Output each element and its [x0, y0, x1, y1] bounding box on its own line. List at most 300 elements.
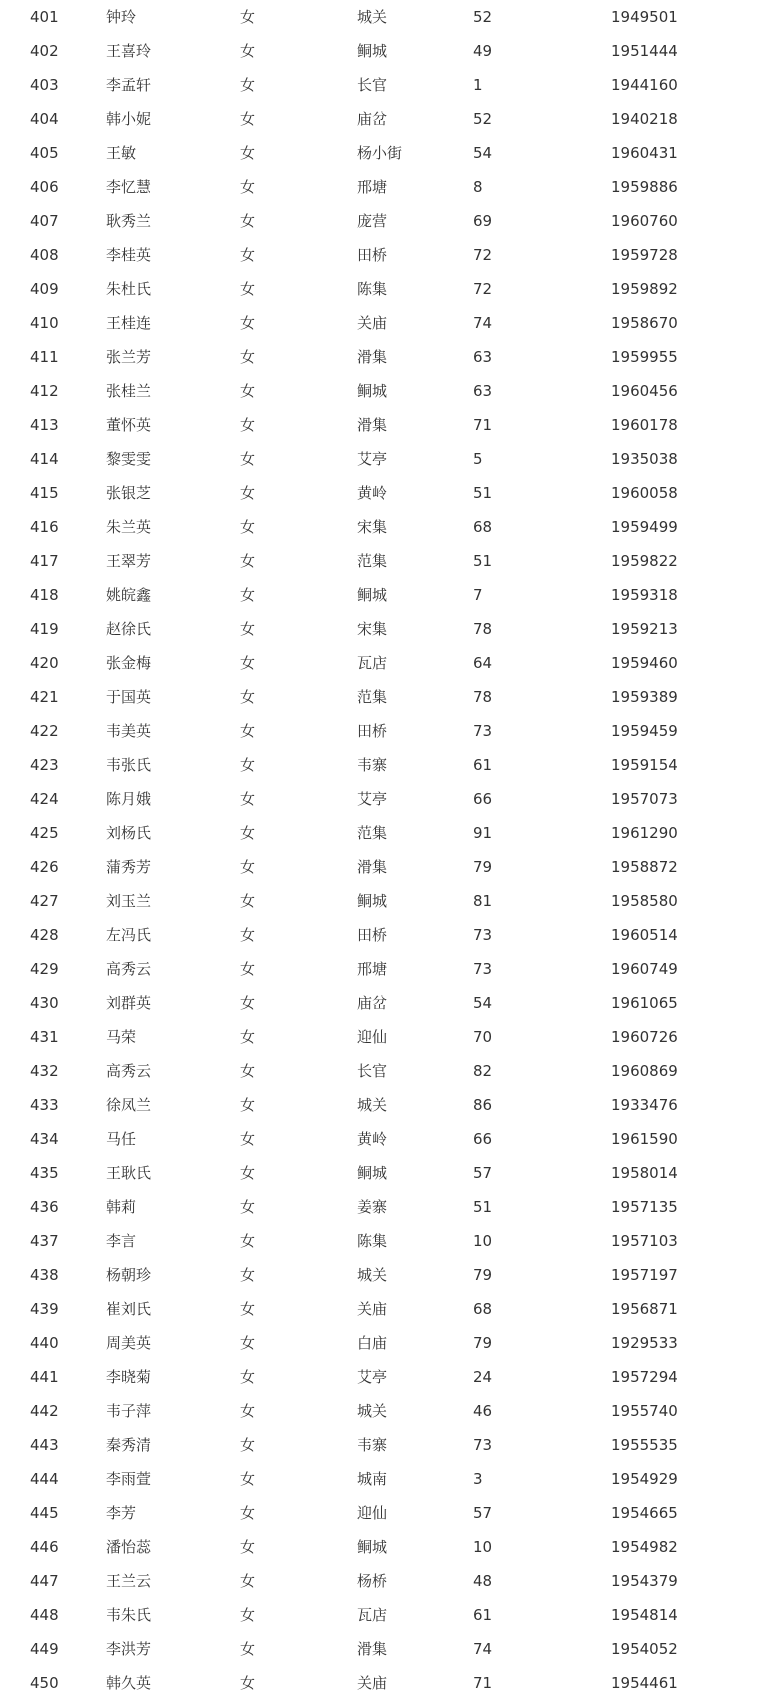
cell-gender: 女: [240, 586, 256, 604]
cell-serial-number: 405: [30, 144, 59, 162]
cell-serial-number: 442: [30, 1402, 59, 1420]
cell-id-number: 1940218: [611, 110, 678, 128]
table-row: [0, 782, 759, 816]
cell-name: 张金梅: [106, 654, 152, 672]
table-row: [0, 1326, 759, 1360]
cell-age: 52: [473, 8, 493, 26]
cell-id-number: 1959886: [611, 178, 678, 196]
cell-town: 艾亭: [357, 790, 388, 808]
row-margin: [0, 1496, 30, 1530]
cell-age: 74: [473, 1640, 493, 1658]
cell-serial-number: 401: [30, 8, 59, 26]
cell-town: 瓦店: [357, 654, 388, 672]
cell-id-number: 1960749: [611, 960, 678, 978]
row-margin: [0, 884, 30, 918]
cell-gender: 女: [240, 858, 256, 876]
cell-age: 46: [473, 1402, 493, 1420]
cell-gender: 女: [240, 280, 256, 298]
row-margin: [0, 1088, 30, 1122]
table-row: [0, 1054, 759, 1088]
cell-gender: 女: [240, 722, 256, 740]
cell-name: 秦秀清: [106, 1436, 152, 1454]
row-margin: [0, 34, 30, 68]
row-margin: [0, 1054, 30, 1088]
cell-serial-number: 414: [30, 450, 59, 468]
cell-id-number: 1954461: [611, 1674, 678, 1692]
row-margin: [0, 578, 30, 612]
cell-serial-number: 430: [30, 994, 59, 1012]
cell-age: 57: [473, 1164, 493, 1182]
cell-age: 73: [473, 1436, 493, 1454]
cell-id-number: 1954379: [611, 1572, 678, 1590]
cell-serial-number: 449: [30, 1640, 59, 1658]
cell-town: 范集: [357, 824, 388, 842]
row-margin: [0, 612, 30, 646]
cell-serial-number: 428: [30, 926, 59, 944]
cell-age: 70: [473, 1028, 493, 1046]
cell-id-number: 1958872: [611, 858, 678, 876]
cell-serial-number: 403: [30, 76, 59, 94]
cell-name: 董怀英: [106, 416, 152, 434]
cell-age: 51: [473, 552, 493, 570]
table-row: [0, 1224, 759, 1258]
cell-serial-number: 440: [30, 1334, 59, 1352]
row-margin: [0, 748, 30, 782]
row-margin: [0, 918, 30, 952]
table-row: [0, 986, 759, 1020]
cell-town: 迎仙: [357, 1504, 388, 1522]
cell-gender: 女: [240, 1198, 256, 1216]
cell-town: 城南: [357, 1470, 388, 1488]
cell-serial-number: 444: [30, 1470, 59, 1488]
cell-gender: 女: [240, 790, 256, 808]
cell-gender: 女: [240, 654, 256, 672]
cell-gender: 女: [240, 8, 256, 26]
row-margin: [0, 680, 30, 714]
row-margin: [0, 1564, 30, 1598]
cell-serial-number: 435: [30, 1164, 59, 1182]
cell-town: 城关: [357, 1402, 388, 1420]
cell-id-number: 1959213: [611, 620, 678, 638]
cell-town: 瓦店: [357, 1606, 388, 1624]
cell-name: 李桂英: [106, 246, 152, 264]
cell-age: 82: [473, 1062, 493, 1080]
table-row: [0, 340, 759, 374]
cell-age: 10: [473, 1232, 493, 1250]
cell-age: 68: [473, 1300, 493, 1318]
cell-town: 长官: [357, 76, 388, 94]
table-row: [0, 1088, 759, 1122]
table-row: [0, 748, 759, 782]
cell-town: 鲖城: [357, 1164, 388, 1182]
table-row: [0, 1394, 759, 1428]
cell-serial-number: 422: [30, 722, 59, 740]
cell-serial-number: 419: [30, 620, 59, 638]
cell-age: 7: [473, 586, 483, 604]
cell-age: 73: [473, 926, 493, 944]
cell-gender: 女: [240, 1504, 256, 1522]
cell-id-number: 1954814: [611, 1606, 678, 1624]
table-row: [0, 1156, 759, 1190]
cell-gender: 女: [240, 1130, 256, 1148]
cell-town: 鲖城: [357, 892, 388, 910]
cell-id-number: 1959154: [611, 756, 678, 774]
cell-gender: 女: [240, 1606, 256, 1624]
table-row: [0, 1122, 759, 1156]
cell-age: 51: [473, 484, 493, 502]
table-row: [0, 714, 759, 748]
cell-id-number: 1961290: [611, 824, 678, 842]
cell-serial-number: 431: [30, 1028, 59, 1046]
cell-name: 杨朝珍: [106, 1266, 152, 1284]
cell-serial-number: 445: [30, 1504, 59, 1522]
cell-name: 张桂兰: [106, 382, 152, 400]
cell-serial-number: 426: [30, 858, 59, 876]
row-margin: [0, 714, 30, 748]
cell-town: 艾亭: [357, 450, 388, 468]
cell-name: 李芳: [106, 1504, 137, 1522]
cell-serial-number: 429: [30, 960, 59, 978]
cell-town: 杨桥: [357, 1572, 388, 1590]
cell-name: 于国英: [106, 688, 152, 706]
cell-age: 81: [473, 892, 493, 910]
cell-serial-number: 434: [30, 1130, 59, 1148]
table-row: [0, 68, 759, 102]
cell-age: 79: [473, 1266, 493, 1284]
cell-id-number: 1955740: [611, 1402, 678, 1420]
table-row: [0, 1360, 759, 1394]
cell-name: 赵徐氏: [106, 620, 152, 638]
cell-id-number: 1959318: [611, 586, 678, 604]
row-margin: [0, 1394, 30, 1428]
cell-name: 左冯氏: [106, 926, 152, 944]
cell-name: 李言: [106, 1232, 137, 1250]
table-row: [0, 306, 759, 340]
cell-age: 68: [473, 518, 493, 536]
cell-gender: 女: [240, 42, 256, 60]
cell-age: 66: [473, 1130, 493, 1148]
cell-gender: 女: [240, 1164, 256, 1182]
table-row: [0, 612, 759, 646]
cell-name: 王喜玲: [106, 42, 152, 60]
cell-age: 78: [473, 620, 493, 638]
cell-age: 79: [473, 1334, 493, 1352]
cell-town: 陈集: [357, 1232, 388, 1250]
cell-gender: 女: [240, 1232, 256, 1250]
row-margin: [0, 1258, 30, 1292]
cell-serial-number: 433: [30, 1096, 59, 1114]
cell-age: 54: [473, 144, 493, 162]
cell-town: 庙岔: [357, 994, 388, 1012]
cell-town: 滑集: [357, 348, 388, 366]
table-row: [0, 1598, 759, 1632]
cell-gender: 女: [240, 76, 256, 94]
cell-town: 长官: [357, 1062, 388, 1080]
cell-id-number: 1960726: [611, 1028, 678, 1046]
cell-serial-number: 450: [30, 1674, 59, 1692]
cell-name: 李雨萱: [106, 1470, 152, 1488]
row-margin: [0, 238, 30, 272]
cell-serial-number: 408: [30, 246, 59, 264]
cell-town: 迎仙: [357, 1028, 388, 1046]
cell-serial-number: 443: [30, 1436, 59, 1454]
cell-name: 韦张氏: [106, 756, 152, 774]
row-margin: [0, 1190, 30, 1224]
row-margin: [0, 374, 30, 408]
cell-town: 范集: [357, 688, 388, 706]
cell-age: 3: [473, 1470, 483, 1488]
cell-town: 滑集: [357, 416, 388, 434]
cell-gender: 女: [240, 1470, 256, 1488]
row-margin: [0, 816, 30, 850]
cell-id-number: 1957197: [611, 1266, 678, 1284]
cell-name: 陈月娥: [106, 790, 152, 808]
table-row: [0, 1428, 759, 1462]
cell-name: 王桂连: [106, 314, 152, 332]
cell-name: 高秀云: [106, 960, 152, 978]
cell-name: 崔刘氏: [106, 1300, 152, 1318]
cell-town: 关庙: [357, 1300, 388, 1318]
cell-town: 城关: [357, 1266, 388, 1284]
cell-age: 63: [473, 382, 493, 400]
cell-town: 黄岭: [357, 484, 388, 502]
cell-serial-number: 416: [30, 518, 59, 536]
cell-age: 63: [473, 348, 493, 366]
cell-town: 邢塘: [357, 178, 388, 196]
table-row: [0, 646, 759, 680]
table-row: [0, 1564, 759, 1598]
cell-name: 徐凤兰: [106, 1096, 152, 1114]
cell-id-number: 1957294: [611, 1368, 678, 1386]
cell-town: 城关: [357, 1096, 388, 1114]
cell-age: 78: [473, 688, 493, 706]
table-row: [0, 680, 759, 714]
row-margin: [0, 986, 30, 1020]
cell-name: 王耿氏: [106, 1164, 152, 1182]
cell-gender: 女: [240, 450, 256, 468]
cell-id-number: 1935038: [611, 450, 678, 468]
cell-name: 刘玉兰: [106, 892, 152, 910]
cell-serial-number: 402: [30, 42, 59, 60]
cell-age: 72: [473, 280, 493, 298]
cell-town: 关庙: [357, 1674, 388, 1692]
row-margin: [0, 1428, 30, 1462]
cell-age: 74: [473, 314, 493, 332]
cell-gender: 女: [240, 518, 256, 536]
cell-id-number: 1955535: [611, 1436, 678, 1454]
cell-town: 韦寨: [357, 1436, 388, 1454]
row-margin: [0, 850, 30, 884]
cell-id-number: 1929533: [611, 1334, 678, 1352]
cell-age: 64: [473, 654, 493, 672]
row-margin: [0, 1530, 30, 1564]
cell-id-number: 1959728: [611, 246, 678, 264]
table-row: [0, 884, 759, 918]
cell-age: 61: [473, 1606, 493, 1624]
cell-gender: 女: [240, 484, 256, 502]
cell-id-number: 1954982: [611, 1538, 678, 1556]
cell-name: 李孟轩: [106, 76, 152, 94]
cell-id-number: 1960431: [611, 144, 678, 162]
row-margin: [0, 1632, 30, 1666]
cell-serial-number: 437: [30, 1232, 59, 1250]
row-margin: [0, 1598, 30, 1632]
cell-id-number: 1933476: [611, 1096, 678, 1114]
cell-gender: 女: [240, 348, 256, 366]
row-margin: [0, 68, 30, 102]
cell-town: 陈集: [357, 280, 388, 298]
cell-id-number: 1960869: [611, 1062, 678, 1080]
cell-town: 姜寨: [357, 1198, 388, 1216]
table-row: [0, 1632, 759, 1666]
cell-age: 52: [473, 110, 493, 128]
table-row: [0, 1258, 759, 1292]
row-margin: [0, 1156, 30, 1190]
cell-age: 51: [473, 1198, 493, 1216]
cell-gender: 女: [240, 1096, 256, 1114]
cell-gender: 女: [240, 1300, 256, 1318]
row-margin: [0, 1020, 30, 1054]
cell-gender: 女: [240, 824, 256, 842]
cell-name: 朱杜氏: [106, 280, 152, 298]
cell-gender: 女: [240, 994, 256, 1012]
cell-serial-number: 438: [30, 1266, 59, 1284]
cell-gender: 女: [240, 1674, 256, 1692]
cell-age: 49: [473, 42, 493, 60]
cell-gender: 女: [240, 382, 256, 400]
cell-gender: 女: [240, 1368, 256, 1386]
cell-name: 刘杨氏: [106, 824, 152, 842]
cell-town: 田桥: [357, 246, 388, 264]
cell-name: 韩小妮: [106, 110, 152, 128]
cell-serial-number: 420: [30, 654, 59, 672]
row-margin: [0, 544, 30, 578]
cell-id-number: 1957135: [611, 1198, 678, 1216]
cell-town: 鲖城: [357, 382, 388, 400]
row-margin: [0, 1122, 30, 1156]
cell-age: 10: [473, 1538, 493, 1556]
cell-name: 韩久英: [106, 1674, 152, 1692]
cell-serial-number: 411: [30, 348, 59, 366]
cell-serial-number: 446: [30, 1538, 59, 1556]
table-row: [0, 1666, 759, 1700]
cell-town: 黄岭: [357, 1130, 388, 1148]
table-row: [0, 408, 759, 442]
table-row: [0, 102, 759, 136]
cell-serial-number: 407: [30, 212, 59, 230]
table-row: [0, 510, 759, 544]
table-row: [0, 442, 759, 476]
cell-name: 韦美英: [106, 722, 152, 740]
cell-town: 城关: [357, 8, 388, 26]
cell-age: 1: [473, 76, 483, 94]
cell-name: 蒲秀芳: [106, 858, 152, 876]
cell-serial-number: 421: [30, 688, 59, 706]
cell-name: 周美英: [106, 1334, 152, 1352]
cell-serial-number: 410: [30, 314, 59, 332]
cell-id-number: 1954052: [611, 1640, 678, 1658]
cell-town: 田桥: [357, 722, 388, 740]
row-margin: [0, 1462, 30, 1496]
table-row: [0, 34, 759, 68]
cell-town: 庙岔: [357, 110, 388, 128]
cell-name: 韦朱氏: [106, 1606, 152, 1624]
cell-gender: 女: [240, 144, 256, 162]
cell-age: 79: [473, 858, 493, 876]
table-row: [0, 918, 759, 952]
cell-name: 钟玲: [106, 8, 137, 26]
cell-id-number: 1959892: [611, 280, 678, 298]
table-row: [0, 816, 759, 850]
row-margin: [0, 340, 30, 374]
row-margin: [0, 646, 30, 680]
table-row: [0, 544, 759, 578]
cell-serial-number: 441: [30, 1368, 59, 1386]
cell-age: 5: [473, 450, 483, 468]
row-margin: [0, 272, 30, 306]
cell-serial-number: 409: [30, 280, 59, 298]
cell-id-number: 1960058: [611, 484, 678, 502]
cell-serial-number: 413: [30, 416, 59, 434]
cell-age: 69: [473, 212, 493, 230]
cell-id-number: 1958670: [611, 314, 678, 332]
cell-age: 8: [473, 178, 483, 196]
cell-id-number: 1959389: [611, 688, 678, 706]
cell-name: 耿秀兰: [106, 212, 152, 230]
cell-town: 韦寨: [357, 756, 388, 774]
cell-name: 马任: [106, 1130, 137, 1148]
cell-id-number: 1956871: [611, 1300, 678, 1318]
cell-gender: 女: [240, 688, 256, 706]
cell-gender: 女: [240, 1572, 256, 1590]
table-row: [0, 1530, 759, 1564]
cell-id-number: 1961065: [611, 994, 678, 1012]
cell-gender: 女: [240, 1062, 256, 1080]
cell-town: 宋集: [357, 518, 388, 536]
cell-serial-number: 425: [30, 824, 59, 842]
cell-name: 黎雯雯: [106, 450, 152, 468]
row-margin: [0, 1326, 30, 1360]
cell-town: 田桥: [357, 926, 388, 944]
cell-id-number: 1960760: [611, 212, 678, 230]
cell-age: 24: [473, 1368, 493, 1386]
cell-serial-number: 439: [30, 1300, 59, 1318]
cell-id-number: 1960514: [611, 926, 678, 944]
cell-name: 张兰芳: [106, 348, 152, 366]
cell-gender: 女: [240, 246, 256, 264]
table-row: [0, 170, 759, 204]
cell-gender: 女: [240, 552, 256, 570]
table-row: [0, 272, 759, 306]
table-row: [0, 374, 759, 408]
row-margin: [0, 170, 30, 204]
cell-gender: 女: [240, 212, 256, 230]
row-margin: [0, 1360, 30, 1394]
cell-age: 72: [473, 246, 493, 264]
cell-name: 韦子萍: [106, 1402, 152, 1420]
cell-id-number: 1957073: [611, 790, 678, 808]
cell-gender: 女: [240, 314, 256, 332]
cell-age: 54: [473, 994, 493, 1012]
cell-gender: 女: [240, 1334, 256, 1352]
cell-town: 鲖城: [357, 42, 388, 60]
cell-id-number: 1954929: [611, 1470, 678, 1488]
table-row: [0, 1462, 759, 1496]
cell-id-number: 1957103: [611, 1232, 678, 1250]
table-row: [0, 204, 759, 238]
cell-name: 高秀云: [106, 1062, 152, 1080]
cell-town: 邢塘: [357, 960, 388, 978]
